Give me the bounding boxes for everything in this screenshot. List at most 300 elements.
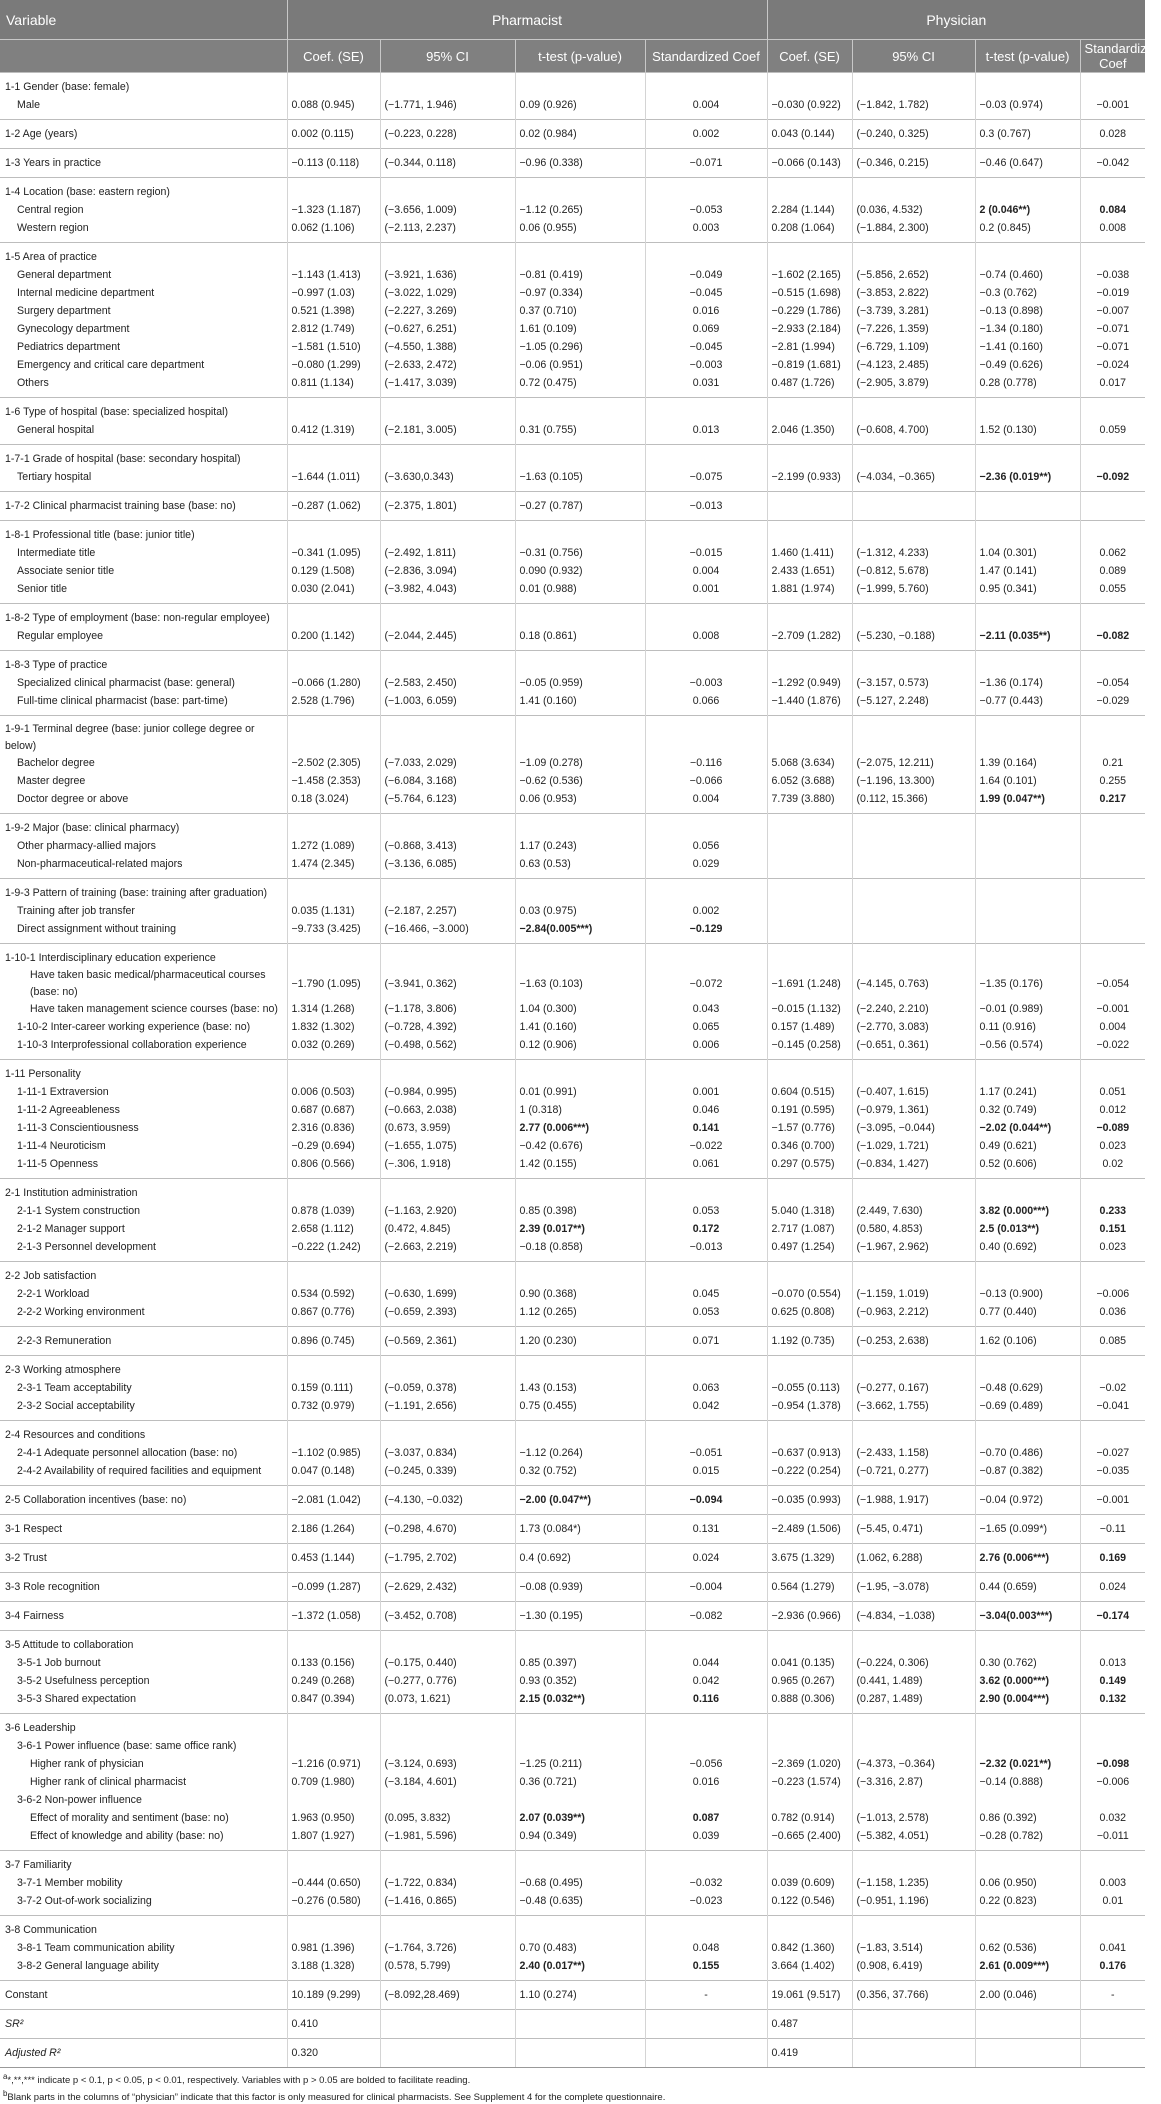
cell	[852, 1520, 975, 1538]
row-label	[0, 920, 287, 938]
row-label	[0, 1000, 287, 1018]
table-row	[0, 1827, 1145, 1845]
cell	[1080, 1036, 1145, 1054]
row-label-text: 3-7-2 Out-of-work socializing	[17, 1894, 152, 1907]
header-variable: Variable	[0, 0, 287, 40]
cell-value: −0.072	[689, 977, 723, 990]
cell	[515, 949, 645, 967]
cell	[852, 1809, 975, 1827]
cell	[975, 1137, 1080, 1155]
cell	[852, 1607, 975, 1625]
cell	[1080, 1636, 1145, 1654]
cell	[287, 1155, 380, 1173]
table-row	[0, 1036, 1145, 1054]
cell-value: (−3.316, 2.87)	[856, 1776, 923, 1788]
table-row	[0, 967, 1145, 1000]
cell	[645, 2044, 767, 2062]
cell	[975, 1874, 1080, 1892]
cell-value: 0.208 (1.064)	[771, 222, 835, 234]
cell-value: 0.01	[1102, 1895, 1124, 1907]
cell	[515, 1827, 645, 1845]
cell-value: 0.28 (0.778)	[979, 377, 1037, 389]
cell	[1080, 1672, 1145, 1690]
cell	[1080, 1827, 1145, 1845]
cell	[767, 920, 852, 938]
cell	[852, 1719, 975, 1737]
row-label	[0, 1690, 287, 1708]
table-row	[0, 1426, 1145, 1444]
row-label	[0, 1607, 287, 1625]
table-row	[0, 1267, 1145, 1285]
cell	[380, 374, 515, 392]
cell-value: (−3.095, −0.044)	[856, 1122, 935, 1134]
cell-value: 0.85 (0.398)	[519, 1205, 577, 1217]
cell	[1080, 544, 1145, 562]
cell-value: 0.03 (0.975)	[519, 905, 577, 917]
cell-value: −0.06 (0.951)	[519, 359, 583, 371]
cell-value: 0.032 (0.269)	[291, 1039, 355, 1051]
cell	[287, 656, 380, 674]
table-row	[0, 1755, 1145, 1773]
cell-value: 0.02	[1102, 1158, 1124, 1170]
cell	[380, 302, 515, 320]
table-row	[0, 772, 1145, 790]
cell-value: 0.06 (0.955)	[519, 222, 577, 234]
cell	[1080, 692, 1145, 710]
cell-value: 2.15 (0.032**)	[519, 1693, 585, 1705]
row-label	[0, 1155, 287, 1173]
cell	[852, 96, 975, 114]
row-label	[0, 1755, 287, 1773]
cell-value: −0.071	[689, 157, 723, 169]
cell	[287, 1874, 380, 1892]
row-label	[0, 562, 287, 580]
row-label	[0, 1791, 287, 1809]
cell-value: 0.604 (0.515)	[771, 1086, 835, 1098]
cell	[852, 1791, 975, 1809]
cell	[515, 1809, 645, 1827]
cell	[1080, 920, 1145, 938]
cell-value: 0.709 (1.980)	[291, 1776, 355, 1788]
cell	[380, 338, 515, 356]
cell	[767, 526, 852, 544]
cell	[852, 609, 975, 627]
cell-value: 0.44 (0.659)	[979, 1581, 1037, 1593]
cell	[515, 1303, 645, 1321]
cell	[975, 1119, 1080, 1137]
table-row	[0, 1809, 1145, 1827]
cell-value: −2.369 (1.020)	[771, 1758, 841, 1770]
cell-value: −0.14 (0.888)	[979, 1776, 1043, 1788]
cell-value: −0.013	[689, 1241, 723, 1253]
cell	[287, 1018, 380, 1036]
cell	[1080, 201, 1145, 219]
cell	[975, 1220, 1080, 1238]
table-row	[0, 96, 1145, 114]
cell-value: −0.051	[689, 1447, 723, 1459]
cell	[287, 1361, 380, 1379]
row-label	[0, 1285, 287, 1303]
cell	[287, 403, 380, 421]
cell	[515, 1083, 645, 1101]
cell	[767, 1607, 852, 1625]
cell	[380, 1267, 515, 1285]
cell	[287, 790, 380, 808]
table-row	[0, 884, 1145, 902]
cell	[975, 125, 1080, 143]
cell-value: (0.472, 4.845)	[384, 1223, 451, 1235]
cell	[515, 1892, 645, 1910]
cell	[1080, 1892, 1145, 1910]
cell	[645, 248, 767, 266]
cell	[645, 1119, 767, 1137]
cell-value: 0.051	[1099, 1086, 1127, 1098]
cell	[287, 837, 380, 855]
cell-value: 2.77 (0.006***)	[519, 1122, 589, 1134]
cell	[975, 1809, 1080, 1827]
cell-value: (−0.223, 0.228)	[384, 128, 457, 140]
cell	[852, 284, 975, 302]
cell	[852, 1755, 975, 1773]
cell	[1080, 1690, 1145, 1708]
cell	[767, 1939, 852, 1957]
cell	[287, 1491, 380, 1509]
cell-value: −0.665 (2.400)	[771, 1830, 841, 1842]
cell	[380, 154, 515, 172]
row-label-text: 1-4 Location (base: eastern region)	[5, 185, 170, 198]
cell	[767, 1036, 852, 1054]
cell-value: (−0.346, 0.215)	[856, 157, 929, 169]
cell-value: 19.061 (9.517)	[771, 1989, 841, 2001]
cell	[645, 356, 767, 374]
cell	[515, 1065, 645, 1083]
cell	[380, 721, 515, 754]
cell-value: 0.003	[692, 222, 720, 234]
cell	[287, 1690, 380, 1708]
cell	[852, 183, 975, 201]
cell-value: (−3.037, 0.834)	[384, 1447, 457, 1459]
cell	[287, 1036, 380, 1054]
cell	[515, 1672, 645, 1690]
cell	[1080, 1939, 1145, 1957]
cell-value: 0.023	[1099, 1241, 1127, 1253]
row-label-text: 2-2-2 Working environment	[17, 1305, 145, 1318]
cell	[380, 2044, 515, 2062]
cell-value: (2.449, 7.630)	[856, 1205, 923, 1217]
cell	[1080, 1397, 1145, 1415]
table-row	[0, 1986, 1145, 2004]
cell	[1080, 656, 1145, 674]
cell-value: 0.071	[692, 1335, 720, 1347]
cell	[852, 656, 975, 674]
cell	[287, 1672, 380, 1690]
cell	[645, 1220, 767, 1238]
cell-value: 0.981 (1.396)	[291, 1942, 355, 1954]
cell	[852, 1690, 975, 1708]
cell	[287, 1426, 380, 1444]
cell	[852, 219, 975, 237]
cell-value: −1.36 (0.174)	[979, 677, 1043, 689]
table-row	[0, 1397, 1145, 1415]
cell-value: −0.145 (0.258)	[771, 1039, 841, 1051]
cell-value: (−3.662, 1.755)	[856, 1400, 929, 1412]
header-col: Coef. (SE)	[767, 40, 852, 73]
cell	[515, 1957, 645, 1975]
cell	[1080, 902, 1145, 920]
cell	[515, 284, 645, 302]
cell-value: −0.042	[1096, 157, 1130, 169]
cell	[1080, 1755, 1145, 1773]
cell	[1080, 772, 1145, 790]
cell-value: −2.11 (0.035**)	[979, 630, 1051, 642]
table-row	[0, 855, 1145, 873]
cell-value: 0.002	[692, 128, 720, 140]
table-row	[0, 754, 1145, 772]
table-row	[0, 920, 1145, 938]
cell-value: −0.003	[689, 677, 723, 689]
cell-value: −2.00 (0.047**)	[519, 1494, 592, 1506]
table-row	[0, 1957, 1145, 1975]
cell-value: 0.065	[692, 1021, 720, 1033]
cell	[380, 1791, 515, 1809]
row-label	[0, 1361, 287, 1379]
row-label-text: 2-1-3 Personnel development	[17, 1240, 156, 1253]
cell-value: −0.68 (0.495)	[519, 1877, 583, 1889]
cell	[515, 1285, 645, 1303]
cell-value: 0.70 (0.483)	[519, 1942, 577, 1954]
row-label	[0, 201, 287, 219]
cell	[767, 1874, 852, 1892]
cell-value: (−0.298, 4.670)	[384, 1523, 457, 1535]
cell	[852, 1773, 975, 1791]
cell	[852, 266, 975, 284]
cell	[975, 1755, 1080, 1773]
cell	[852, 1672, 975, 1690]
cell	[975, 266, 1080, 284]
cell	[1080, 1462, 1145, 1480]
cell-value: −1.143 (1.413)	[291, 269, 361, 281]
cell	[1080, 1791, 1145, 1809]
cell-value: −0.222 (0.254)	[771, 1465, 841, 1477]
cell	[380, 2015, 515, 2033]
cell-value: (0.908, 6.419)	[856, 1960, 923, 1972]
row-label	[0, 1444, 287, 1462]
cell	[515, 1018, 645, 1036]
cell-value: (0.356, 37.766)	[856, 1989, 929, 2001]
row-label-text: 3-1 Respect	[5, 1522, 63, 1535]
row-label	[0, 627, 287, 645]
row-label-text: Effect of morality and sentiment (base: no)	[30, 1811, 229, 1824]
header-row-groups	[0, 0, 1145, 40]
cell	[767, 627, 852, 645]
cell	[287, 609, 380, 627]
cell	[852, 356, 975, 374]
cell	[515, 1939, 645, 1957]
cell-value: 0.155	[692, 1960, 720, 1972]
cell-value: (−2.181, 3.005)	[384, 424, 457, 436]
cell	[1080, 2044, 1145, 2062]
cell-value: (−3.136, 6.085)	[384, 858, 457, 870]
cell	[975, 609, 1080, 627]
cell-value: (−2.905, 3.879)	[856, 377, 929, 389]
cell	[767, 1737, 852, 1755]
cell	[1080, 356, 1145, 374]
cell	[380, 1444, 515, 1462]
table-row	[0, 468, 1145, 486]
table-row	[0, 1444, 1145, 1462]
cell	[287, 627, 380, 645]
cell	[645, 1202, 767, 1220]
table-row	[0, 580, 1145, 598]
cell-value: (−0.498, 0.562)	[384, 1039, 457, 1051]
row-label-text: 1-11-2 Agreeableness	[17, 1103, 120, 1116]
cell	[645, 819, 767, 837]
cell	[645, 78, 767, 96]
cell	[767, 154, 852, 172]
cell	[767, 450, 852, 468]
table-row	[0, 1856, 1145, 1874]
cell	[287, 819, 380, 837]
cell-value: (−0.224, 0.306)	[856, 1657, 929, 1669]
cell	[287, 338, 380, 356]
table-row	[0, 201, 1145, 219]
cell-value: (−2.836, 3.094)	[384, 565, 457, 577]
cell-value: 1.460 (1.411)	[771, 547, 834, 559]
cell-value: (−0.059, 0.378)	[384, 1382, 457, 1394]
row-label	[0, 154, 287, 172]
cell	[1080, 627, 1145, 645]
cell	[380, 1065, 515, 1083]
cell-value: (−1.884, 2.300)	[856, 222, 929, 234]
cell-value: 0.169	[1099, 1552, 1127, 1564]
row-label-text: Doctor degree or above	[17, 792, 129, 805]
cell	[515, 1520, 645, 1538]
cell	[852, 1397, 975, 1415]
cell	[767, 1137, 852, 1155]
cell	[287, 902, 380, 920]
cell	[645, 721, 767, 754]
cell	[852, 320, 975, 338]
cell-value: 2.00 (0.046)	[979, 1989, 1037, 2001]
cell	[767, 356, 852, 374]
cell-value: (−0.651, 0.361)	[856, 1039, 929, 1051]
cell	[852, 1491, 975, 1509]
cell	[645, 754, 767, 772]
cell	[515, 248, 645, 266]
cell	[515, 819, 645, 837]
cell	[645, 1000, 767, 1018]
cell	[287, 96, 380, 114]
cell	[515, 1921, 645, 1939]
cell	[645, 837, 767, 855]
cell	[975, 920, 1080, 938]
cell-value: 0.116	[693, 1693, 719, 1705]
cell-value: −3.04(0.003***)	[979, 1610, 1053, 1622]
cell	[380, 1520, 515, 1538]
cell	[515, 450, 645, 468]
cell-value: −0.004	[689, 1581, 723, 1593]
cell	[852, 837, 975, 855]
cell-value: 1.10 (0.274)	[519, 1989, 577, 2001]
cell	[1080, 1202, 1145, 1220]
cell	[645, 1379, 767, 1397]
cell-value: (−4.034, −0.365)	[856, 471, 935, 483]
cell	[380, 1303, 515, 1321]
footnote-text: *,**,*** indicate p < 0.1, p < 0.05, p < 0.01, respectively. Variables with p > 0.05 are bolded to facilitate reading.	[7, 2075, 471, 2087]
cell	[515, 1397, 645, 1415]
cell-value: (−0.663, 2.038)	[384, 1104, 457, 1116]
cell-value: −1.63 (0.103)	[519, 977, 583, 990]
cell	[645, 1361, 767, 1379]
cell-value: (−5.127, 2.248)	[856, 695, 929, 707]
cell	[380, 772, 515, 790]
cell-value: 0.2 (0.845)	[979, 222, 1031, 234]
cell	[975, 1444, 1080, 1462]
cell-value: (−3.452, 0.708)	[384, 1610, 457, 1622]
cell-value: 2.717 (1.087)	[771, 1223, 835, 1235]
cell	[975, 1791, 1080, 1809]
cell	[645, 1426, 767, 1444]
cell-value: 0.015	[692, 1465, 720, 1477]
cell-value: 0.030 (2.041)	[291, 583, 355, 595]
row-label-text: 3-8-1 Team communication ability	[17, 1941, 175, 1954]
cell-value: 0.129 (1.508)	[291, 565, 355, 577]
cell	[380, 855, 515, 873]
cell	[380, 674, 515, 692]
cell-value: 0.048	[692, 1942, 720, 1954]
cell-value: 0.21	[1102, 757, 1124, 769]
cell	[515, 772, 645, 790]
cell-value: (−3.124, 0.693)	[384, 1758, 457, 1770]
cell	[767, 1690, 852, 1708]
table-row	[0, 1332, 1145, 1350]
cell	[287, 1856, 380, 1874]
cell	[515, 219, 645, 237]
row-label	[0, 2044, 287, 2062]
cell-value: 0.811 (1.134)	[291, 377, 354, 389]
cell	[852, 1737, 975, 1755]
cell	[852, 772, 975, 790]
cell	[645, 526, 767, 544]
row-label-text: 2-1 Institution administration	[5, 1186, 138, 1199]
cell	[515, 1119, 645, 1137]
row-label-text: 1-7-2 Clinical pharmacist training base (base: no)	[5, 499, 236, 512]
table-row	[0, 1791, 1145, 1809]
cell-value: 1.12 (0.265)	[519, 1306, 577, 1318]
cell	[380, 1000, 515, 1018]
cell	[1080, 1957, 1145, 1975]
table-row	[0, 497, 1145, 515]
cell-value: 1.17 (0.243)	[519, 840, 577, 852]
cell-value: −0.001	[1096, 1003, 1130, 1015]
cell-value: −2.199 (0.933)	[771, 471, 841, 483]
cell	[380, 1672, 515, 1690]
cell-value: −0.444 (0.650)	[291, 1877, 361, 1889]
row-label-text: 2-1-2 Manager support	[17, 1222, 125, 1235]
cell-value: (−4.145, 0.763)	[856, 977, 929, 990]
table-row	[0, 1520, 1145, 1538]
row-label-text: 2-4 Resources and conditions	[5, 1428, 146, 1441]
row-label-text: Male	[17, 98, 40, 111]
cell	[975, 1379, 1080, 1397]
cell-value: 0.11 (0.916)	[979, 1021, 1036, 1033]
header-group-pharmacist: Pharmacist	[287, 0, 767, 40]
cell	[515, 1607, 645, 1625]
table-row	[0, 1921, 1145, 1939]
cell	[1080, 1018, 1145, 1036]
cell	[1080, 1520, 1145, 1538]
cell-value: (−2.187, 2.257)	[384, 905, 457, 917]
